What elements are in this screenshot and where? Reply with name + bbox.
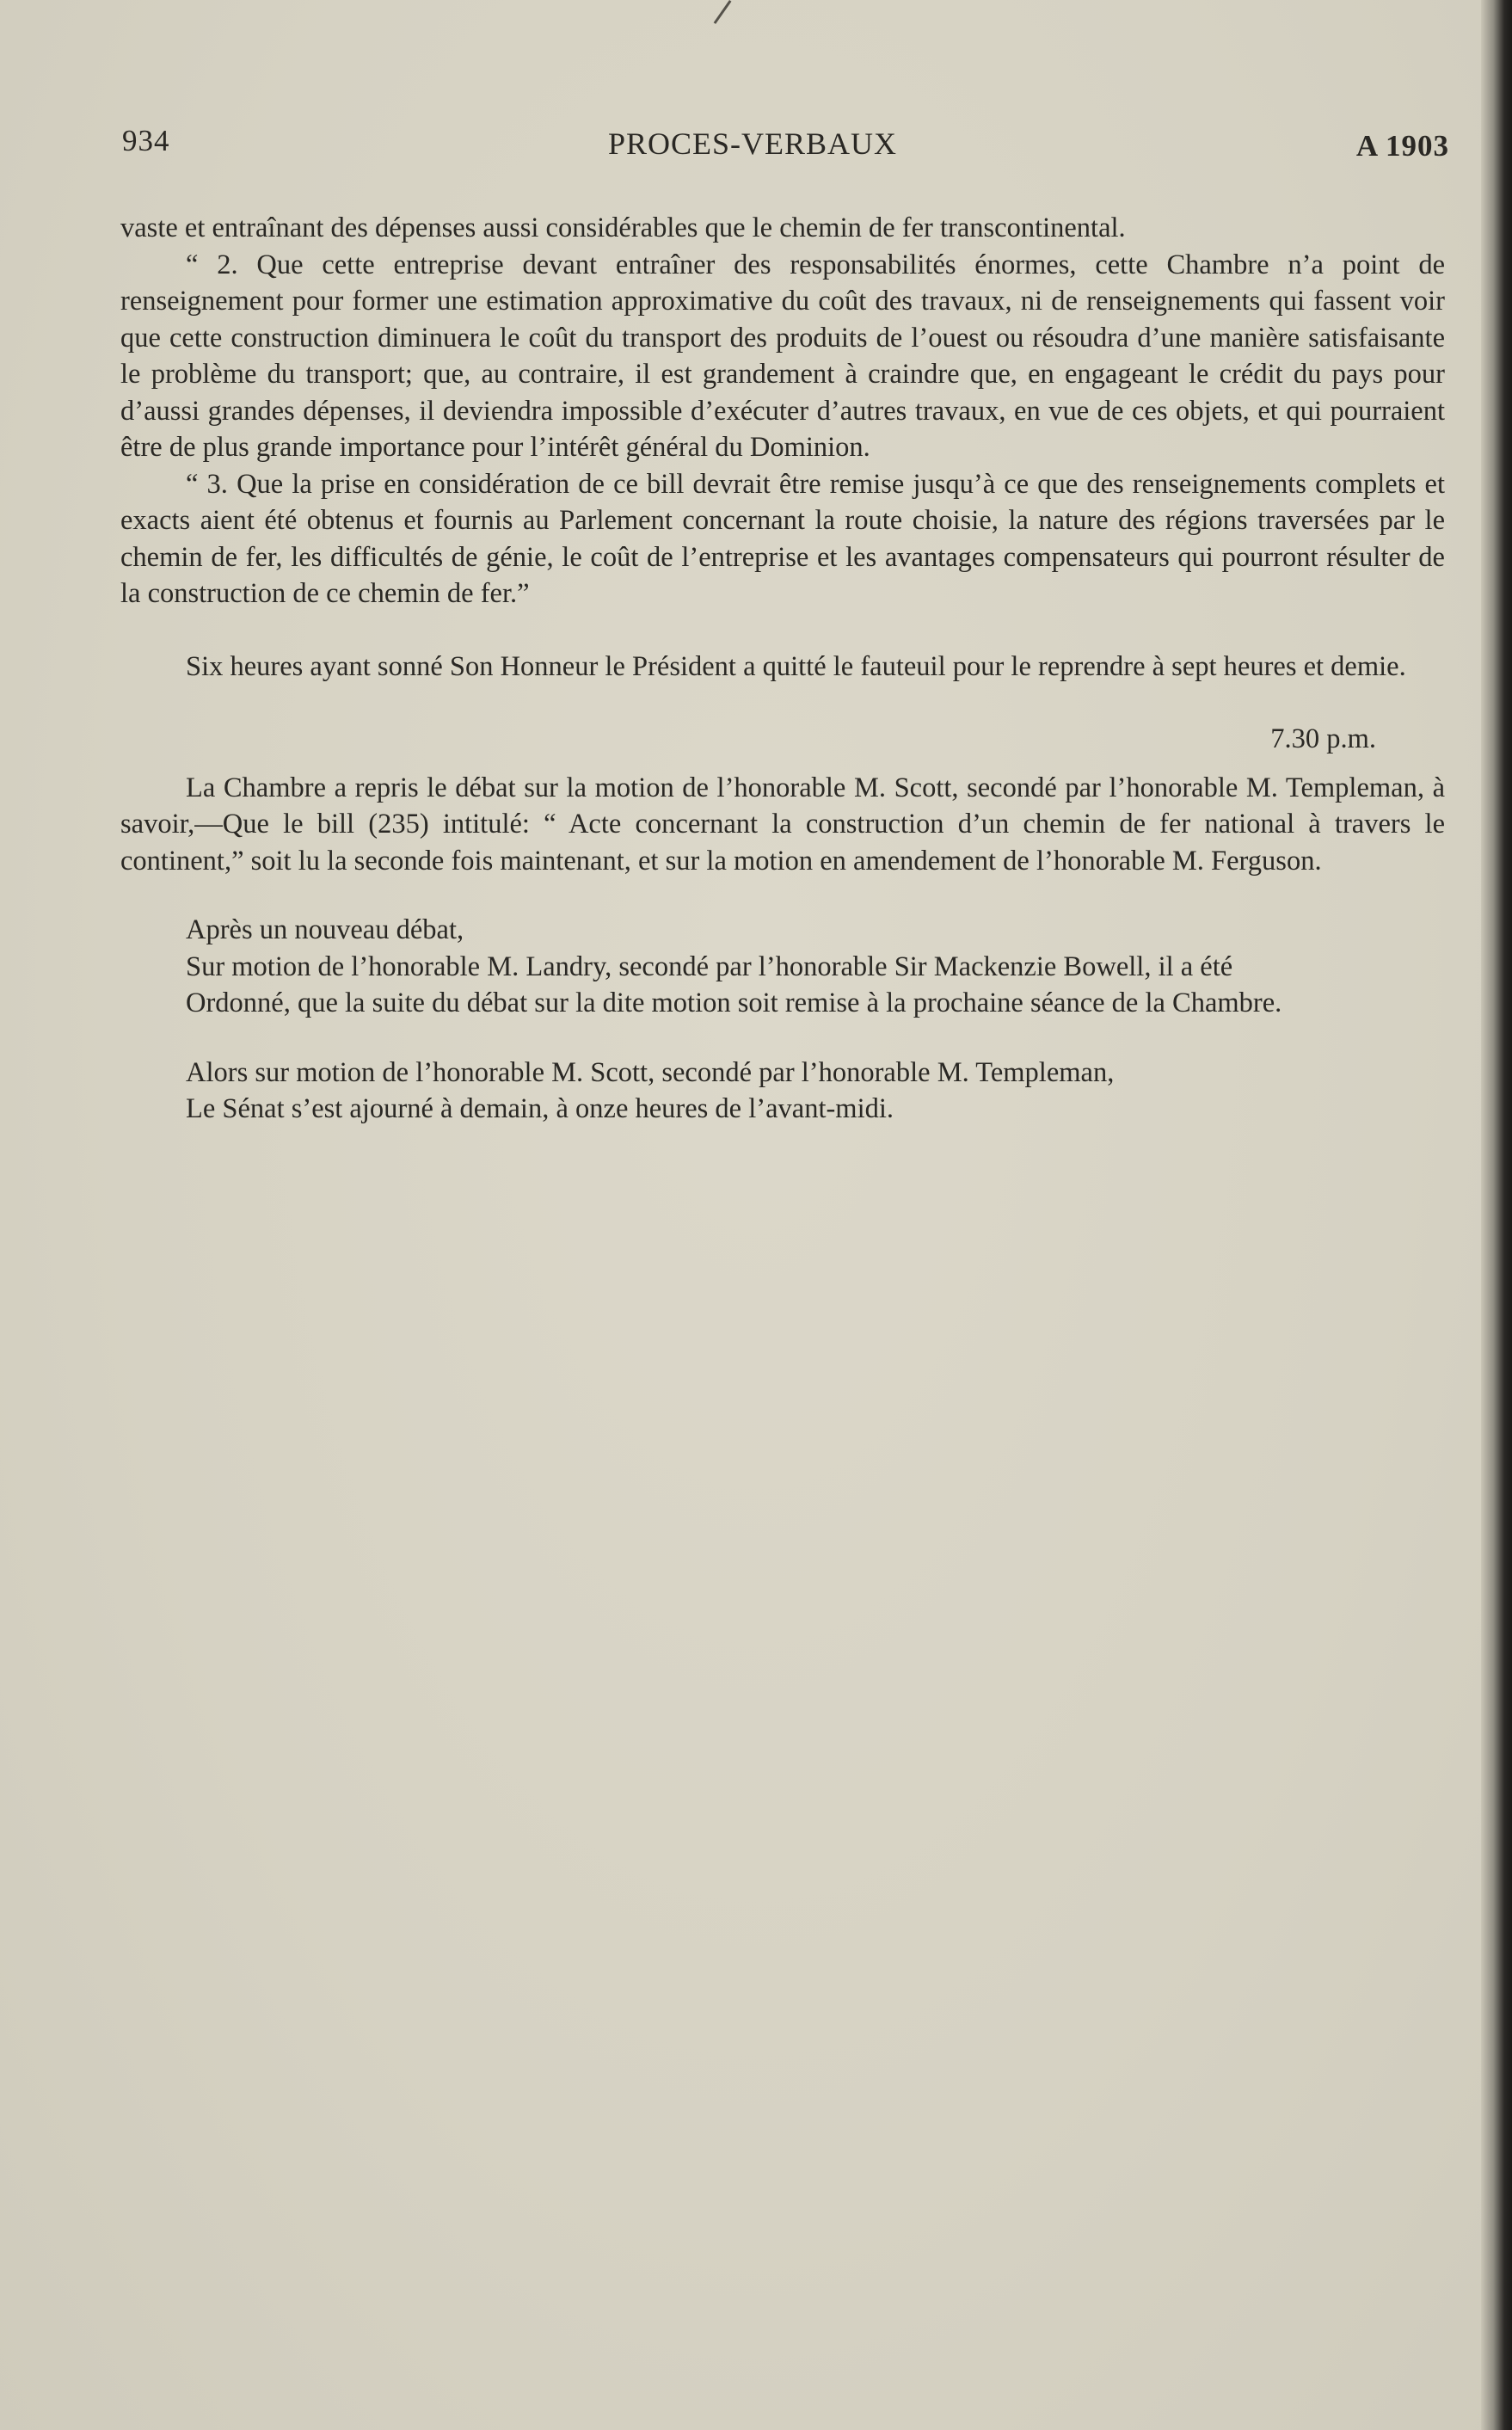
paragraph-recess: Six heures ayant sonné Son Honneur le Président a quitté le fauteuil pour le reprendre à sept heures et demie. [186, 650, 1406, 682]
running-header [122, 124, 1451, 167]
session-year: A 1903 [1355, 129, 1449, 163]
running-title: PROCES-VERBAUX [608, 126, 898, 161]
paragraph-adjourned: Le Sénat s’est ajourné à demain, à onze heures de l’avant-midi. [186, 1093, 894, 1124]
paragraph-item-3: “ 3. Que la prise en considération de ce bill devrait être remise jusqu’à ce que des renseignements complets et exacts aient été obtenus et fournis au Parlement concernant la route choisie, la nature des régions traversées par le chemin de fer, les difficultés de génie, le coût de l’entreprise et les avantages compensateurs qui pourront résulter de la construction de ce chemin de fer.” [120, 468, 1445, 609]
document-body [120, 210, 1445, 1128]
paragraph-item-2: “ 2. Que cette entreprise devant entraîner des responsabilités énormes, cette Chambre n’a point de renseignement pour former une estimation approximative du coût des travaux, ni de renseignements qui fassent voir que cette construction diminuera le coût du transport des produits de l’ouest ou résoudra d’une manière satisfaisante le problème du transport; que, au contraire, il est grandement à craindre que, en engageant le crédit du pays pour d’aussi grandes dépenses, il deviendra impossible d’exécuter d’autres travaux, en vue de ces objets, et qui pourraient être de plus grande importance pour l’intérêt général du Dominion. [120, 249, 1445, 463]
sitting-time: 7.30 p.m. [1270, 723, 1376, 754]
paragraph-further-debate: Après un nouveau débat, [186, 914, 464, 945]
paragraph-motion-landry: Sur motion de l’honorable M. Landry, secondé par l’honorable Sir Mackenzie Bowell, il a été [186, 950, 1233, 982]
book-spine-shadow [1481, 0, 1512, 2430]
page-number: 934 [122, 124, 170, 157]
paragraph-ordered: Ordonné, que la suite du débat sur la dite motion soit remise à la prochaine séance de la Chambre. [186, 987, 1282, 1018]
paragraph-debate-resumed: La Chambre a repris le débat sur la motion de l’honorable M. Scott, secondé par l’honorable M. Templeman, à savoir,—Que le bill (235) intitulé: “ Acte concernant la construction d’un chemin de fer national à travers le continent,” soit lu la seconde fois maintenant, et sur la motion en amendement de l’honorable M. Ferguson. [120, 772, 1445, 877]
paragraph-continuation: vaste et entraînant des dépenses aussi considérables que le chemin de fer transcontinental. [120, 212, 1126, 243]
pencil-mark [714, 0, 732, 24]
paragraph-adjourn-motion: Alors sur motion de l’honorable M. Scott, secondé par l’honorable M. Templeman, [186, 1056, 1115, 1088]
